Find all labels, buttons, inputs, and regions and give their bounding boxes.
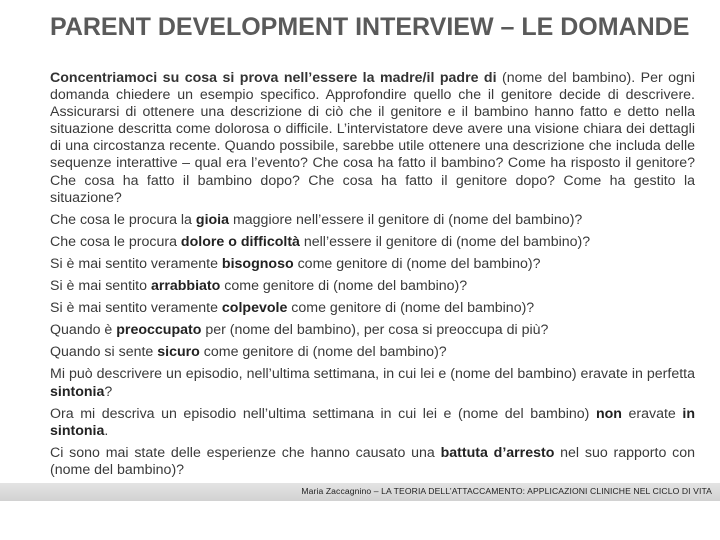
question-text: Ora mi descriva un episodio nell’ultima settimana in cui lei e (nome del bambino): [50, 405, 596, 422]
question-text: ?: [104, 383, 113, 400]
question-text: Mi può descrivere un episodio, nell’ultima settimana, in cui lei e (nome del bambino) eravate in perfetta: [50, 366, 695, 383]
question-keyword: in sintonia: [50, 405, 695, 439]
question-keyword: arrabbiato: [150, 278, 221, 295]
question-item: [50, 406, 695, 440]
question-keyword: non: [595, 405, 622, 422]
question-keyword: bisognoso: [221, 255, 294, 272]
intro-lead: Concentriamoci su cosa si prova nell’essere la madre/il padre di: [50, 70, 497, 86]
question-text: come genitore di (nome del bambino)?: [220, 278, 468, 295]
question-keyword: colpevole: [221, 300, 288, 317]
question-text: Ci sono mai state delle esperienze che hanno causato una: [50, 444, 441, 461]
question-text: Si è mai sentito veramente: [50, 255, 222, 272]
question-item: [50, 344, 695, 361]
question-text: per (nome del bambino), per cosa si preoccupa di più?: [201, 322, 549, 339]
question-keyword: sicuro: [157, 344, 200, 361]
slide-body: [50, 70, 695, 479]
question-text: .: [104, 422, 109, 439]
question-text: come genitore di (nome del bambino)?: [199, 344, 447, 361]
question-item: [50, 256, 695, 273]
question-text: Quando si sente: [50, 344, 158, 361]
question-text: Quando è: [50, 322, 117, 339]
question-text: eravate: [621, 405, 683, 422]
question-text: Si è mai sentito veramente: [50, 300, 222, 317]
question-keyword: gioia: [195, 211, 230, 228]
footer-bar: [0, 483, 720, 501]
slide-title: PARENT DEVELOPMENT INTERVIEW – LE DOMANDE: [50, 13, 690, 41]
question-keyword: preoccupato: [116, 322, 202, 339]
question-item: [50, 300, 695, 317]
question-keyword: battuta d’arresto: [440, 444, 555, 461]
question-text: nel suo rapporto con (nome del bambino)?: [50, 444, 695, 478]
question-item: [50, 278, 695, 295]
question-text: Che cosa le procura: [50, 233, 181, 250]
question-item: [50, 322, 695, 339]
question-item: [50, 366, 695, 400]
question-text: come genitore di (nome del bambino)?: [293, 255, 541, 272]
intro-text: (nome del bambino). Per ogni domanda chiedere un esempio specifico. Approfondire quello che il genitore decide di descrivere. Assicurarsi di ottenere una descrizione di ciò che il genitore e il bambino hanno fatto e detto nella situazione descritta come dolorosa o difficile. L’intervistatore deve avere una visione chiara dei dettagli di una circostanza recente. Quando possibile, sarebbe utile ottenere una descrizione che includa delle sequenze interattive – qual era l’evento? Che cosa ha fatto il bambino? Come ha risposto il genitore? Che cosa ha fatto il bambino dopo? Che cosa ha fatto il genitore dopo? Come ha gestito la situazione?: [50, 70, 695, 206]
question-text: Che cosa le procura la: [50, 211, 196, 228]
question-item: [50, 234, 695, 251]
question-item: [50, 212, 695, 229]
question-text: come genitore di (nome del bambino)?: [287, 300, 535, 317]
question-item: [50, 445, 695, 479]
intro-paragraph: [50, 70, 695, 207]
question-keyword: sintonia: [50, 383, 105, 400]
footer-credit: Maria Zaccagnino – LA TEORIA DELL’ATTACCAMENTO: APPLICAZIONI CLINICHE NEL CICLO DI VITA: [301, 486, 712, 496]
question-keyword: dolore o difficoltà: [180, 233, 300, 250]
question-text: Si è mai sentito: [50, 278, 151, 295]
question-text: nell’essere il genitore di (nome del bambino)?: [299, 233, 591, 250]
question-text: maggiore nell’essere il genitore di (nome del bambino)?: [229, 211, 583, 228]
